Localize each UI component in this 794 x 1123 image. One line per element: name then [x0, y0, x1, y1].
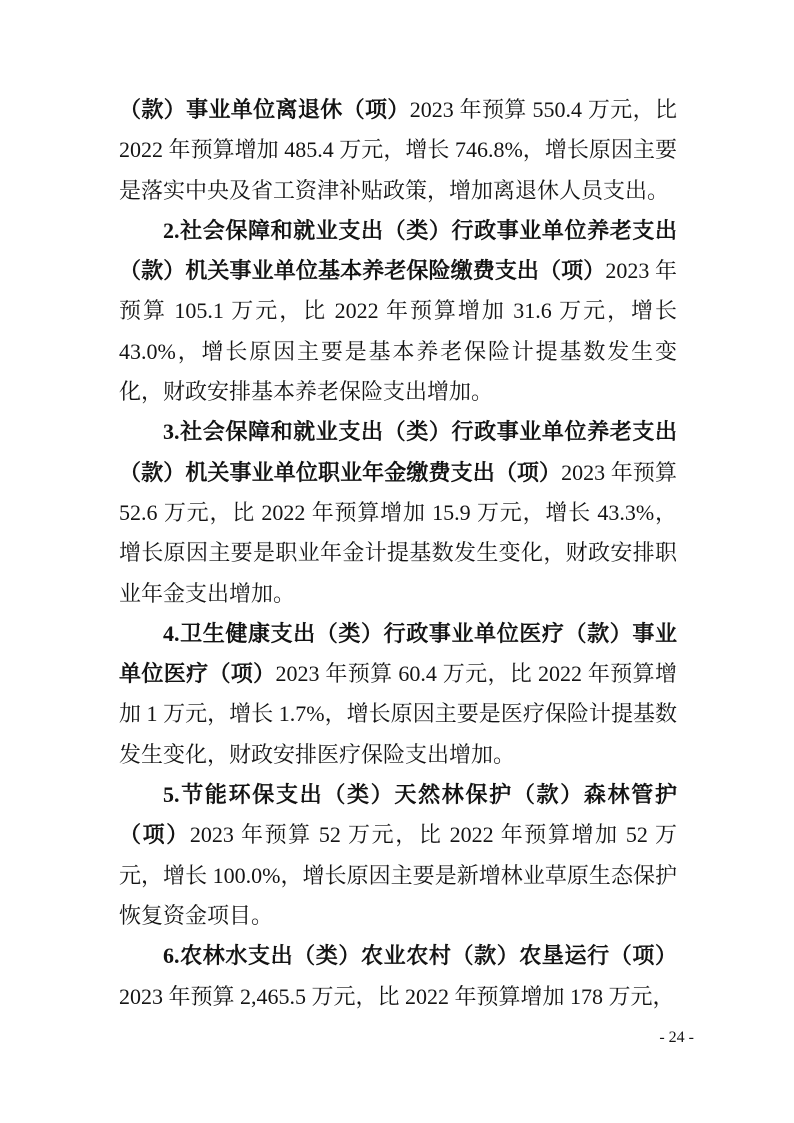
paragraph-lead: 2.社会保障和就业支出（类）行政事业单位养老支出（款）机关事业单位基本养老保险缴费支出（项） — [119, 217, 677, 284]
paragraph-text: 2023 年预算 60.4 万元，比 2022 年预算增加 1 万元，增长 1.7%，增长原因主要是医疗保险计提基数发生变化，财政安排医疗保险支出增加。 — [119, 661, 677, 767]
paragraph-text: 2023 年预算 52 万元，比 2022 年预算增加 52 万元，增长 100.0%，增长原因主要是新增林业草原生态保护恢复资金项目。 — [119, 822, 677, 928]
paragraph-lead: 6.农林水支出（类）农业农村（款）农垦运行（项） — [163, 943, 677, 969]
paragraph-lead: 3.社会保障和就业支出（类）行政事业单位养老支出（款）机关事业单位职业年金缴费支出（项） — [119, 419, 677, 485]
paragraph — [119, 775, 677, 936]
paragraph-lead: （款）事业单位离退休（项） — [119, 97, 410, 122]
paragraph — [119, 614, 677, 775]
paragraph-text: 2023 年预算 105.1 万元，比 2022 年预算增加 31.6 万元，增长 43.0%，增长原因主要是基本养老保险计提基数发生变化，财政安排基本养老保险支出增加。 — [119, 258, 677, 405]
paragraph-text: 2023 年预算 550.4 万元，比 2022 年预算增加 485.4 万元，增长 746.8%，增长原因主要是落实中央及省工资津补贴政策，增加离退休人员支出。 — [119, 97, 677, 203]
paragraph — [119, 936, 677, 1017]
paragraph-lead: 4.卫生健康支出（类）行政事业单位医疗（款）事业单位医疗（项） — [119, 620, 677, 687]
page-number: - 24 - — [659, 1029, 694, 1046]
paragraph-text: 2023 年预算 2,465.5 万元，比 2022 年预算增加 178 万元， — [119, 983, 675, 1009]
paragraph — [119, 412, 677, 613]
paragraph-lead: 5.节能环保支出（类）天然林保护（款）森林管护（项） — [119, 782, 677, 848]
paragraph-text: 2023 年预算 52.6 万元，比 2022 年预算增加 15.9 万元，增长 43.3%，增长原因主要是职业年金计提基数发生变化，财政安排职业年金支出增加。 — [119, 459, 677, 606]
paragraph — [119, 90, 677, 211]
paragraph — [119, 211, 677, 412]
document-body — [119, 90, 677, 1017]
